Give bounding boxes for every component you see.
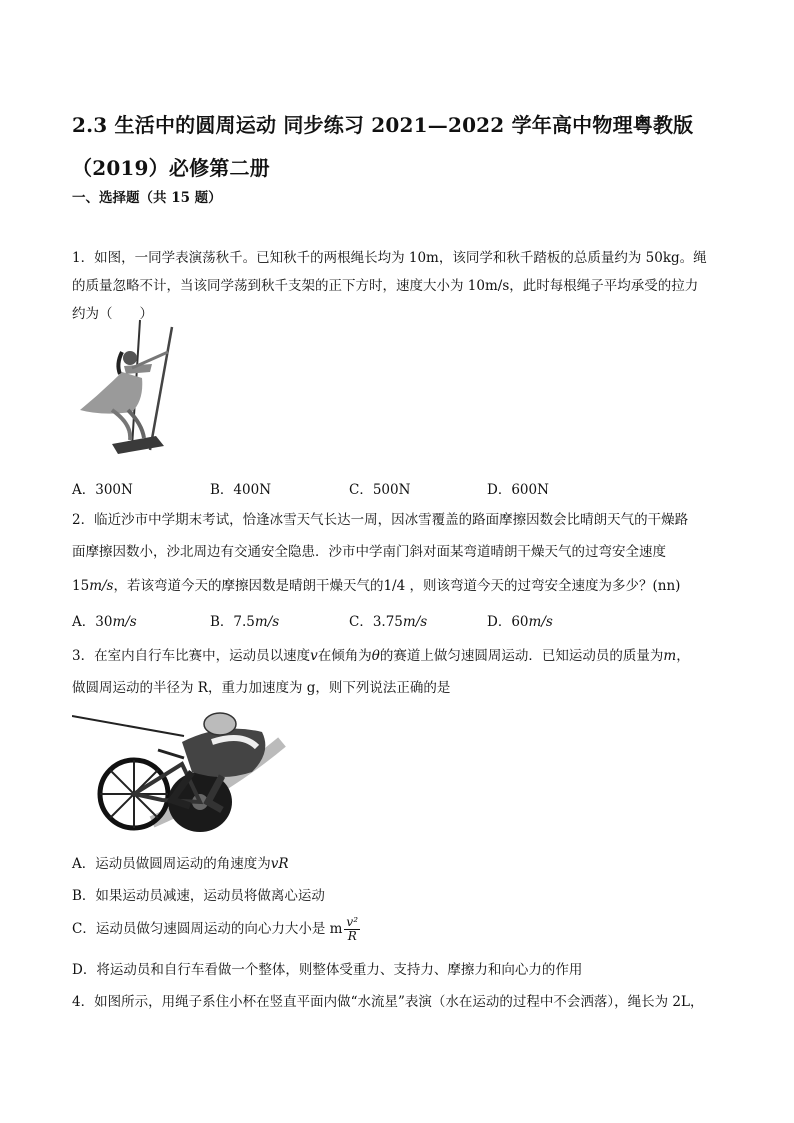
q3-option-c-fraction [344, 916, 360, 943]
q2-option-c-unit: m/s [402, 614, 428, 630]
fraction-denominator: R [347, 929, 357, 943]
q1-option-d: D．600N [487, 482, 549, 498]
q1-option-c: C．500N [349, 482, 411, 498]
q2-speed-unit: m/s [89, 578, 114, 594]
q3-text-d: ， [676, 648, 690, 664]
q3-text-b: 在倾角为 [317, 648, 372, 664]
q2-option-a-value: A．30 [72, 614, 113, 630]
q2-option-c-value: C．3.75 [349, 614, 403, 630]
q2-line-3 [72, 574, 680, 594]
q2-line-2: 面摩擦因数小，沙北周边有交通安全隐患．沙市中学南门斜对面某弯道晴朗干燥天气的过弯安全速度 [72, 544, 666, 560]
q2-option-d [487, 610, 553, 630]
q1-line-2: 的质量忽略不计，当该同学荡到秋千支架的正下方时，速度大小为 10m/s，此时每根绳子平均承受的拉力 [72, 278, 699, 294]
q3-option-b: B．如果运动员减速，运动员将做离心运动 [72, 888, 325, 904]
q2-option-b [210, 610, 279, 630]
q2-option-a-unit: m/s [112, 614, 137, 630]
q3-symbol-v: v [310, 648, 318, 664]
q2-option-a [72, 610, 137, 630]
q2-option-d-value: D．60 [487, 614, 529, 630]
q3-option-a-text: A．运动员做圆周运动的角速度为 [72, 856, 271, 872]
cyclist-figure-image [72, 702, 292, 836]
q1-line-1: 1．如图，一同学表演荡秋千。已知秋千的两根绳长均为 10m，该同学和秋千踏板的总质量约为 50kg。绳 [72, 250, 707, 266]
title-line-1: 2.3 生活中的圆周运动 同步练习 2021—2022 学年高中物理粤教版 [72, 113, 694, 137]
q2-line-3-rest: ，若该弯道今天的摩擦因数是晴朗干燥天气的1/4 ，则该弯道今天的过弯安全速度为多少？(nn) [113, 578, 681, 594]
q1-line-3: 约为（ ） [72, 306, 153, 322]
q2-option-c [349, 610, 427, 630]
q3-line-1 [72, 644, 690, 664]
document-title [72, 104, 732, 190]
q3-text-c: 的赛道上做匀速圆周运动．已知运动员的质量为 [379, 648, 664, 664]
q2-line-1: 2．临近沙市中学期末考试，恰逢冰雪天气长达一周，因冰雪覆盖的路面摩擦因数会比晴朗天气的干燥路 [72, 512, 689, 528]
q3-option-a [72, 852, 289, 872]
q2-option-b-unit: m/s [254, 614, 280, 630]
q4-line-1: 4．如图所示，用绳子系住小杯在竖直平面内做“水流星”表演（水在运动的过程中不会洒落），绳长为 2L， [72, 994, 704, 1010]
title-line-2: （2019）必修第二册 [72, 156, 270, 180]
q3-option-c [72, 916, 360, 943]
q1-option-b: B．400N [210, 482, 272, 498]
q2-option-b-value: B．7.5 [210, 614, 255, 630]
q3-line-2: 做圆周运动的半径为 R，重力加速度为 g，则下列说法正确的是 [72, 680, 451, 696]
q1-option-a: A．300N [72, 482, 133, 498]
q3-symbol-theta: θ [371, 648, 380, 664]
q3-text-a: 3．在室内自行车比赛中，运动员以速度 [72, 648, 311, 664]
section-heading: 一、选择题（共 15 题） [72, 190, 222, 206]
q3-symbol-m: m [663, 648, 677, 664]
swing-figure-image [72, 312, 192, 460]
q3-option-a-formula: vR [270, 856, 289, 872]
q2-speed-value: 15 [72, 578, 90, 594]
fraction-numerator: v² [346, 915, 359, 929]
q2-option-d-unit: m/s [528, 614, 553, 630]
q3-option-c-text: C．运动员做匀速圆周运动的向心力大小是 m [72, 921, 343, 937]
q3-option-d: D．将运动员和自行车看做一个整体，则整体受重力、支持力、摩擦力和向心力的作用 [72, 962, 583, 978]
